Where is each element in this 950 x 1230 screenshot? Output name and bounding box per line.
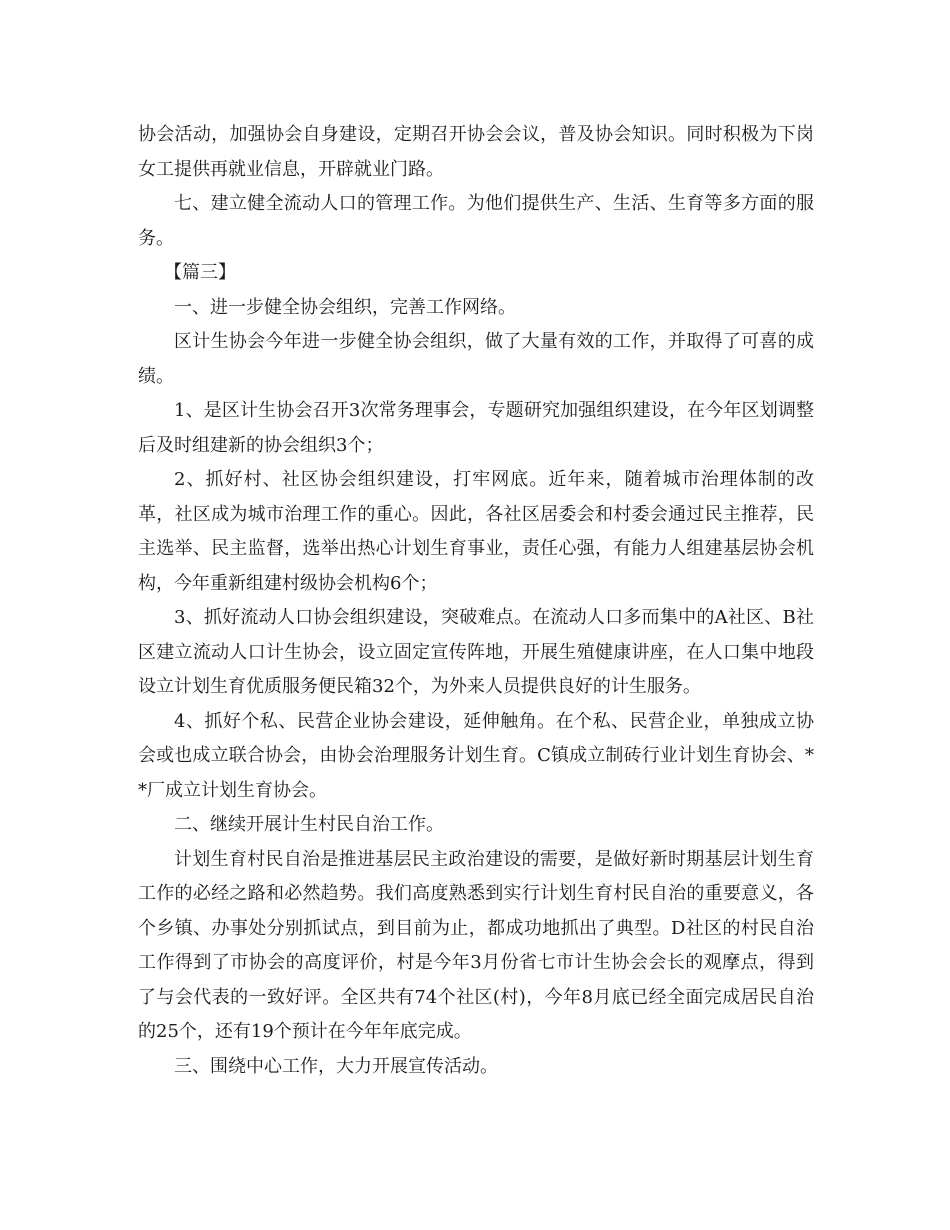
paragraph-item-1: 1、是区计生协会召开3次常务理事会，专题研究加强组织建设，在今年区划调整后及时组建新的协会组织3个； (138, 400, 814, 456)
paragraph-item-3: 3、抓好流动人口协会组织建设，突破难点。在流动人口多而集中的A社区、B社区建立流动人口计生协会，设立固定宣传阵地，开展生殖健康讲座，在人口集中地段设立计划生育优质服务便民箱32个，为外来人员提供良好的计生服务。 (138, 607, 814, 697)
section-three-heading: 三、围绕中心工作，大力开展宣传活动。 (174, 1055, 498, 1077)
paragraph-continuation: 协会活动，加强协会自身建设，定期召开协会会议，普及协会知识。同时积极为下岗女工提供再就业信息，开辟就业门路。 (138, 124, 814, 180)
part-three-heading: 【篇三】 (164, 262, 236, 283)
section-one-heading: 一、进一步健全协会组织，完善工作网络。 (174, 296, 516, 318)
document-page (138, 118, 814, 1084)
paragraph-intro: 区计生协会今年进一步健全协会组织，做了大量有效的工作，并取得了可喜的成绩。 (138, 331, 814, 387)
paragraph-item-2: 2、抓好村、社区协会组织建设，打牢网底。近年来，随着城市治理体制的改革，社区成为城市治理工作的重心。因此，各社区居委会和村委会通过民主推荐，民主选举、民主监督，选举出热心计划生育事业，责任心强，有能力人组建基层协会机构，今年重新组建村级协会机构6个； (138, 469, 814, 594)
paragraph-section-seven: 七、建立健全流动人口的管理工作。为他们提供生产、生活、生育等多方面的服务。 (138, 193, 814, 249)
paragraph-village-autonomy: 计划生育村民自治是推进基层民主政治建设的需要，是做好新时期基层计划生育工作的必经之路和必然趋势。我们高度熟悉到实行计划生育村民自治的重要意义，各个乡镇、办事处分别抓试点，到目前为止，都成功地抓出了典型。D社区的村民自治工作得到了市协会的高度评价，村是今年3月份省七市计生协会会长的观摩点，得到了与会代表的一致好评。全区共有74个社区(村)，今年8月底已经全面完成居民自治的25个，还有19个预计在今年年底完成。 (138, 848, 814, 1042)
section-two-heading: 二、继续开展计生村民自治工作。 (174, 814, 444, 835)
paragraph-item-4: 4、抓好个私、民营企业协会建设，延伸触角。在个私、民营企业，单独成立协会或也成立联合协会，由协会治理服务计划生育。C镇成立制砖行业计划生育协会、**厂成立计划生育协会。 (138, 710, 814, 801)
